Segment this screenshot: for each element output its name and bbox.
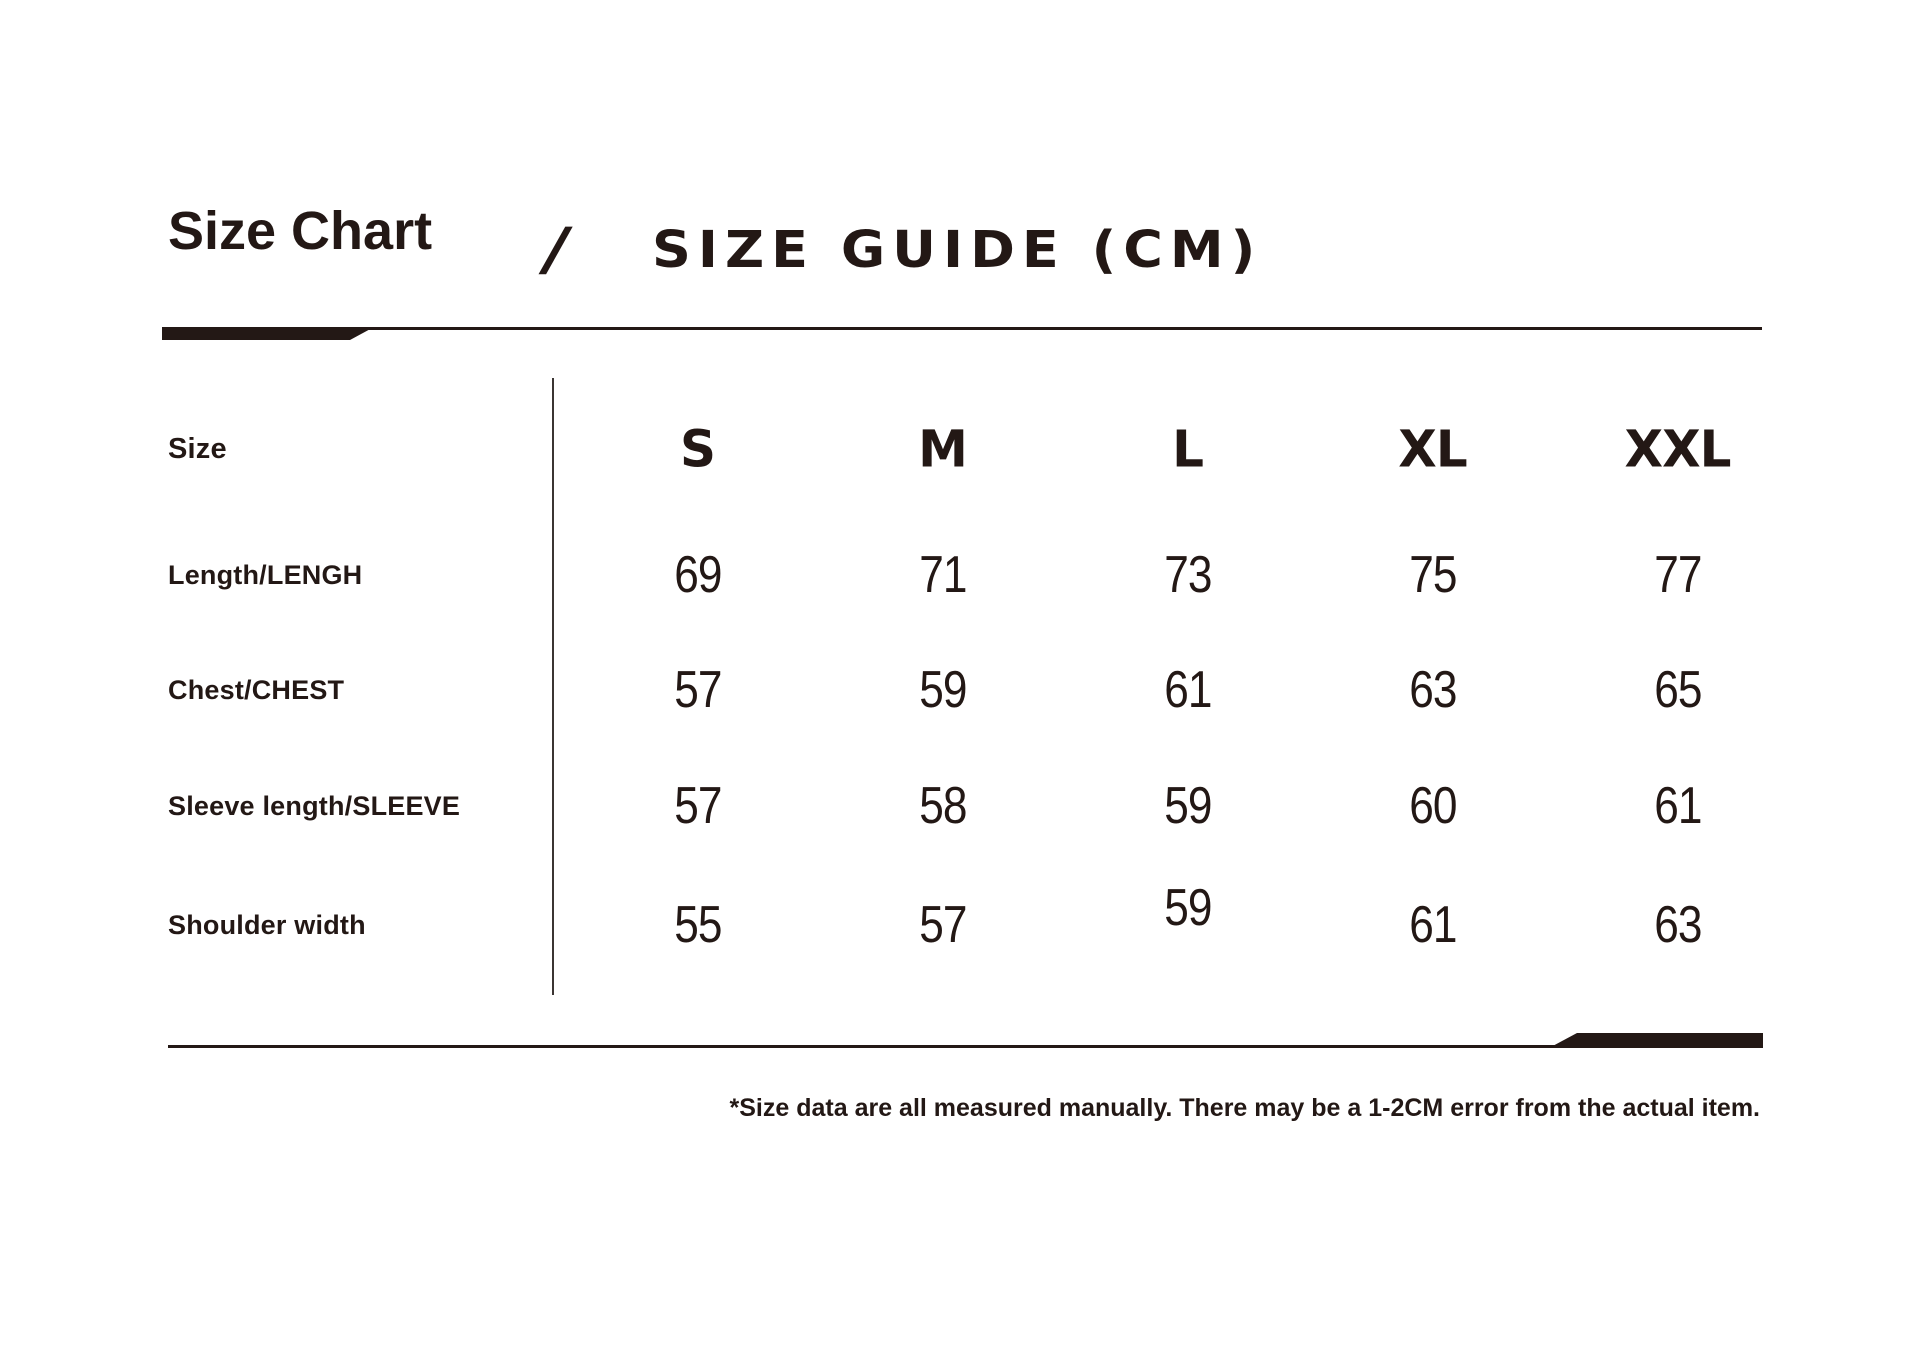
size-value: 60 (1408, 777, 1457, 835)
size-value: 59 (1163, 777, 1212, 835)
table-header-row (168, 407, 1800, 491)
size-value: 63 (1653, 896, 1702, 954)
shoulder-value-m (820, 895, 1065, 955)
table-row-shoulder (168, 879, 1800, 967)
column-header-label: M (918, 419, 967, 479)
top-divider-line (162, 327, 1762, 330)
sleeve-value-s (575, 776, 820, 836)
column-header-label: XXL (1624, 419, 1731, 479)
size-value: 55 (673, 896, 722, 954)
size-guide-heading: SIZE GUIDE (CM) (652, 220, 1263, 280)
bottom-divider-line (168, 1045, 1763, 1048)
shoulder-value-xl (1310, 895, 1555, 955)
size-value: 75 (1408, 546, 1457, 604)
chest-value-m (820, 660, 1065, 720)
size-value: 57 (673, 777, 722, 835)
column-header-xxl (1555, 420, 1800, 478)
table-row-length (168, 533, 1800, 617)
length-value-s (575, 545, 820, 605)
length-value-xl (1310, 545, 1555, 605)
sleeve-value-xxl (1555, 776, 1800, 836)
size-value: 65 (1653, 661, 1702, 719)
column-header-label: S (679, 419, 715, 479)
column-header-label: L (1172, 419, 1203, 479)
slash-separator: / (538, 215, 570, 287)
table-row-chest (168, 648, 1800, 732)
size-value: 73 (1163, 546, 1212, 604)
size-value: 71 (918, 546, 967, 604)
size-value: 61 (1653, 777, 1702, 835)
size-value: 63 (1408, 661, 1457, 719)
column-header-s (575, 420, 820, 478)
column-header-label: XL (1398, 419, 1467, 479)
column-header-m (820, 420, 1065, 478)
chest-value-s (575, 660, 820, 720)
size-value: 59 (1163, 879, 1212, 937)
row-label: Length/LENGH (168, 559, 363, 590)
row-label: Chest/CHEST (168, 674, 345, 705)
row-label: Sleeve length/SLEEVE (168, 790, 461, 821)
size-value: 57 (673, 661, 722, 719)
size-value: 69 (673, 546, 722, 604)
chest-value-xxl (1555, 660, 1800, 720)
length-value-m (820, 545, 1065, 605)
shoulder-value-l (1065, 879, 1310, 955)
shoulder-value-s (575, 895, 820, 955)
size-value: 61 (1163, 661, 1212, 719)
top-divider (162, 327, 1762, 340)
column-header-l (1065, 420, 1310, 478)
length-value-l (1065, 545, 1310, 605)
table-row-sleeve (168, 764, 1800, 848)
row-label: Shoulder width (168, 909, 366, 940)
bottom-divider (168, 1033, 1763, 1048)
top-divider-bar (162, 327, 374, 340)
size-value: 59 (918, 661, 967, 719)
shoulder-value-xxl (1555, 895, 1800, 955)
chest-value-xl (1310, 660, 1555, 720)
length-value-xxl (1555, 545, 1800, 605)
size-value: 58 (918, 777, 967, 835)
sleeve-value-l (1065, 776, 1310, 836)
sleeve-value-xl (1310, 776, 1555, 836)
bottom-divider-bar (1549, 1033, 1763, 1048)
column-header-xl (1310, 420, 1555, 478)
size-value: 77 (1653, 546, 1702, 604)
size-row-label: Size (168, 432, 227, 465)
measurement-disclaimer: *Size data are all measured manually. There may be a 1-2CM error from the actual item. (729, 1094, 1760, 1122)
size-value: 61 (1408, 896, 1457, 954)
sleeve-value-m (820, 776, 1065, 836)
size-value: 57 (918, 896, 967, 954)
chest-value-l (1065, 660, 1310, 720)
page-title: Size Chart (168, 201, 433, 261)
